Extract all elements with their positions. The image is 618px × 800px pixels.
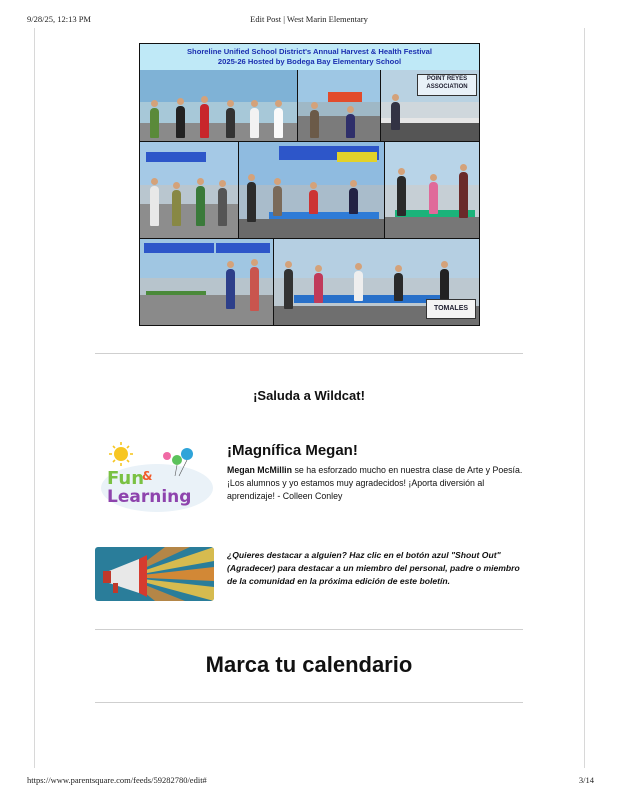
photo-point-reyes-booth: [381, 70, 479, 141]
section-divider: [95, 629, 523, 630]
shoutout-heading: ¡Saluda a Wildcat!: [253, 388, 365, 403]
logo-word-learning: Learning: [107, 487, 192, 507]
print-url: https://www.parentsquare.com/feeds/59282780/edit#: [27, 775, 207, 785]
photo-kids-activity: [385, 142, 479, 238]
photo-festival-crowd: [298, 70, 380, 141]
festival-collage-image: [139, 43, 480, 326]
print-page-title: Edit Post | West Marin Elementary: [250, 14, 368, 24]
festival-banner: [140, 44, 479, 70]
megan-name: Megan McMillin: [227, 465, 293, 475]
logo-ampersand: &: [142, 469, 153, 483]
print-header: [0, 14, 618, 28]
print-page-number: 3/14: [578, 775, 594, 785]
point-reyes-sign: POINT REYES ASSOCIATION: [417, 74, 477, 96]
print-datetime: 9/28/25, 12:13 PM: [27, 14, 91, 24]
megan-title: ¡Magnífica Megan!: [227, 442, 358, 459]
sun-icon: [109, 442, 133, 466]
festival-banner-line1: Shoreline Unified School District's Annual Harvest & Health Festival: [186, 47, 432, 56]
print-footer: [0, 775, 618, 789]
photo-tomales-booth: [274, 239, 479, 325]
photo-produce-stand: [140, 239, 273, 325]
megaphone-icon: [95, 547, 214, 601]
shout-out-cta-text: ¿Quieres destacar a alguien? Haz clic en el botón azul "Shout Out" (Agradecer) para destacar a un miembro del personal, padre o miembro de la comunidad en la próxima edición de este boletín.: [227, 550, 520, 586]
fun-learning-logo: [97, 440, 215, 516]
logo-word-fun: Fun: [107, 468, 145, 489]
tomales-sign: TOMALES: [426, 299, 476, 319]
festival-banner-line2: 2025-26 Hosted by Bodega Bay Elementary School: [217, 57, 402, 66]
megan-body: [227, 464, 527, 503]
photo-visitors-walking: [140, 142, 238, 238]
section-divider: [95, 353, 523, 354]
photo-activity-tables: [239, 142, 384, 238]
megan-text: se ha esforzado mucho en nuestra clase de Arte y Poesía. ¡Los alumnos y yo estamos muy agradecidos! ¡Aporta diversión al aprendizaje! - Colleen Conley: [227, 465, 523, 501]
section-divider: [95, 702, 523, 703]
fun-learning-logo-graphic: [97, 440, 215, 516]
calendar-heading: Marca tu calendario: [205, 652, 413, 677]
photo-group-portrait: [140, 70, 297, 141]
shout-out-megaphone-image: [95, 547, 214, 601]
